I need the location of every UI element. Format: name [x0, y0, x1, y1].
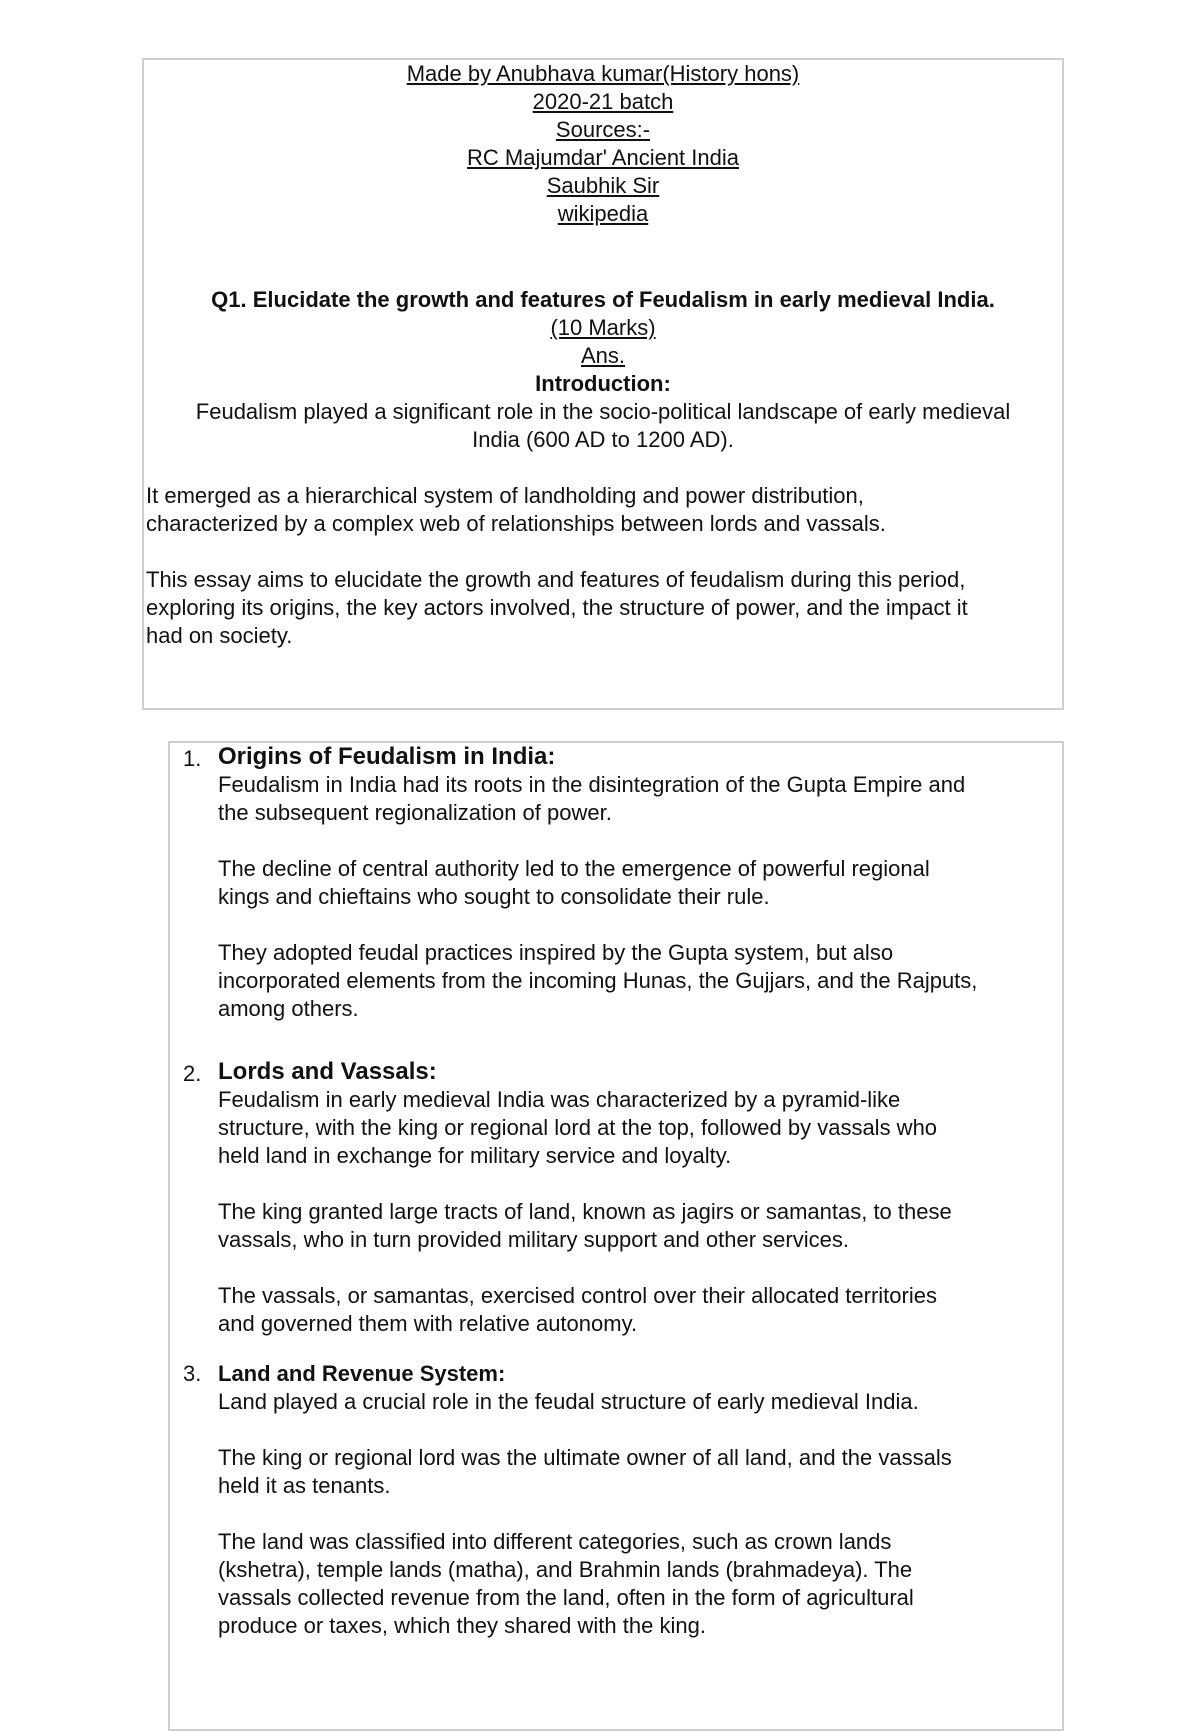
batch-line: 2020-21 batch: [532, 89, 674, 114]
intro-text: Feudalism played a significant role in the socio-political landscape of early medieval: [195, 399, 1011, 424]
section-origins: Origins of Feudalism in India: Feudalism in India had its roots in the disintegration of the Gupta Empire and the subsequent regionalization of power. The decline of central authority led to the emergence of powerful regional kings and chieftains who sought to consolidate their rule. They adopted feudal practices inspired by the Gupta system, but also incorporated elements from the incoming Hunas, the Gujjars, and the Rajputs, among others.: [218, 743, 1058, 1023]
intro-text: India (600 AD to 1200 AD).: [472, 427, 734, 452]
section-land-revenue: Land and Revenue System: Land played a crucial role in the feudal structure of early medieval India. The king or regional lord was the ultimate owner of all land, and the vassals held it as tenants. The land was classified into different categories, such as crown lands (kshetra), temple lands (matha), and Brahmin lands (brahmadeya). The vassals collected revenue from the land, often in the form of agricultural produce or taxes, which they shared with the king.: [218, 1360, 1058, 1640]
question-title: Q1. Elucidate the growth and features of Feudalism in early medieval India.: [211, 287, 995, 312]
section-lords-vassals: Lords and Vassals: Feudalism in early medieval India was characterized by a pyramid-like structure, with the king or regional lord at the top, followed by vassals who held land in exchange for military service and loyalty. The king granted large tracts of land, known as jagirs or samantas, to these vassals, who in turn provided military support and other services. The vassals, or samantas, exercised control over their allocated territories and governed them with relative autonomy.: [218, 1058, 1058, 1338]
ans-label: Ans.: [580, 343, 626, 368]
section-heading: Land and Revenue System:: [218, 1361, 506, 1386]
sources-label: Sources:-: [555, 117, 651, 142]
section-number: 2.: [183, 1061, 202, 1086]
marks-label: (10 Marks): [550, 315, 656, 340]
source-item: RC Majumdar' Ancient India: [467, 145, 739, 170]
section-number: 1.: [183, 746, 202, 771]
section-number: 3.: [183, 1361, 202, 1386]
section-heading: Lords and Vassals:: [218, 1058, 437, 1085]
intro-paragraph: This essay aims to elucidate the growth and features of feudalism during this period, exploring its origins, the key actors involved, the structure of power, and the impact it had on society.: [146, 567, 968, 648]
source-item: wikipedia: [557, 201, 649, 226]
author-line: Made by Anubhava kumar(History hons): [406, 61, 800, 86]
intro-heading: Introduction:: [535, 371, 671, 396]
section-heading: Origins of Feudalism in India:: [218, 743, 556, 770]
source-item: Saubhik Sir: [546, 173, 660, 198]
intro-paragraph: It emerged as a hierarchical system of landholding and power distribution, characterized by a complex web of relationships between lords and vassals.: [146, 483, 886, 536]
